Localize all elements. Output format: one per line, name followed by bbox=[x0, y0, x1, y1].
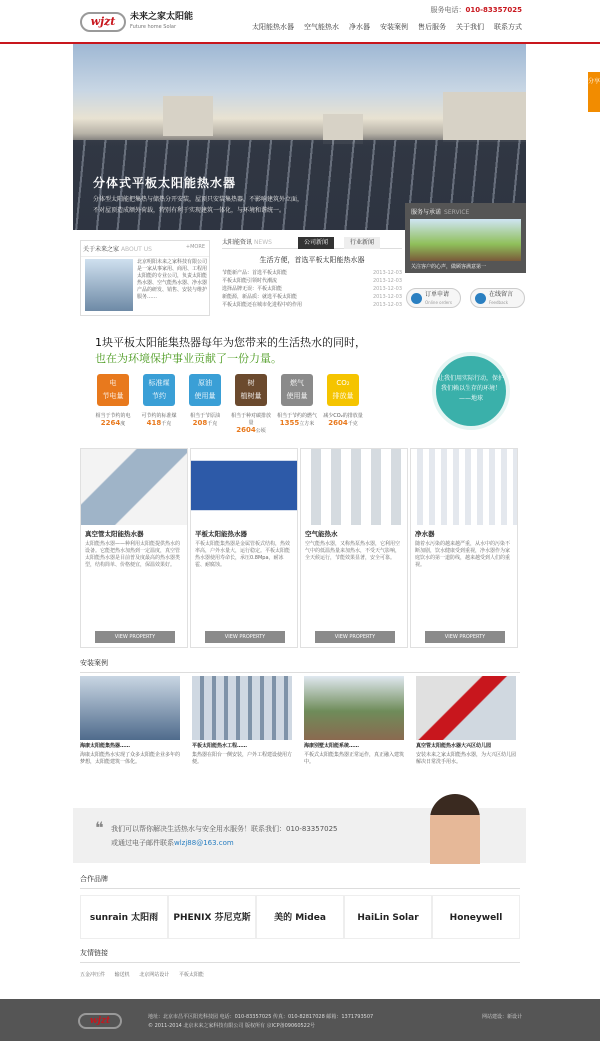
footer-credit[interactable]: 网站建设：新设计 bbox=[481, 1014, 522, 1020]
banner-desc: 不对屋顶造成额外荷载，特别有利于实现建筑一体化，与环境和谐统一。 bbox=[93, 207, 286, 214]
about-box: 关于未来之家 ABOUT US +MORE 北京明阳未来之家科技有限公司是一家从事家用、商用、工程用太阳能的专业公司，负责太阳能热水器、空气能热水器、净水器产品的研发、销售、安装与维护服务…… bbox=[80, 240, 210, 316]
partner-logo[interactable]: 美的 Midea bbox=[256, 895, 344, 939]
nav-item[interactable]: 售后服务 bbox=[418, 23, 446, 31]
product-card[interactable]: 平板太阳能热水器 平板太阳能集热器是金属管板式结构，热效率高，户外水量大，运行稳定。平板太阳能热水器使用寿命长，承压0.8Mpa，耐冰雹、耐腐蚀。 VIEW PROPERTY bbox=[190, 448, 298, 648]
building-image bbox=[85, 259, 133, 311]
cart-icon bbox=[411, 293, 422, 304]
news-item[interactable]: 节能新产品：首选平板太阳能 2013-12-03 bbox=[222, 270, 402, 276]
logo[interactable] bbox=[80, 12, 193, 32]
nav-item[interactable]: 联系方式 bbox=[494, 23, 522, 31]
cases-title: 安装案例 bbox=[80, 658, 520, 673]
friend-link[interactable]: 北京网站设计 bbox=[139, 972, 170, 978]
stat-icon: 燃气 使用量 bbox=[281, 374, 313, 406]
stat-block: 原油 使用量 相当于节原油 208千克 bbox=[184, 374, 226, 434]
logo-name-en: Future home Solar bbox=[130, 24, 177, 30]
partner-brands: 合作品牌 sunrain 太阳雨 PHENIX 芬尼克斯 美的 Midea HaiLin Solar Honeywell bbox=[80, 874, 520, 939]
view-property-button[interactable]: VIEW PROPERTY bbox=[425, 631, 505, 643]
flat-panel-heater-image bbox=[191, 449, 297, 525]
news-box: 太阳能资讯 NEWS 公司新闻 行业新闻 生活方便，首选平板太阳能热水器 节能新产品：首选平板太阳能 2013-12-03 平板太阳能引领时代潮流 2013-12-03 选择品牌无误：平板太阳能 2013-12-03 新能源，新品质：就选平板太阳能 2013-12-03 平板太阳能还在城市化进程中的作用 2013-12-03 bbox=[222, 239, 402, 308]
stat-block: 树 植树量 相当于种对碳排放量 2604公顷 bbox=[230, 374, 272, 434]
tab-industry-news[interactable]: 行业新闻 bbox=[344, 237, 380, 249]
eco-circle: 让我们用实际行动，保护我们赖以生存的环境！——地球 bbox=[432, 352, 510, 430]
nav-item[interactable]: 关于我们 bbox=[456, 23, 484, 31]
logo-badge: wjzt bbox=[80, 12, 126, 32]
friend-links: 友情链接 五金冲压件 输送机 北京网站设计 平板太阳能 bbox=[80, 948, 520, 978]
install-cases bbox=[80, 658, 520, 765]
view-property-button[interactable]: VIEW PROPERTY bbox=[205, 631, 285, 643]
nav-item[interactable]: 空气能热水 bbox=[304, 23, 339, 31]
service-caption: 关注客户的心声，做顾客满意第一 bbox=[411, 264, 487, 270]
stat-icon: 树 植树量 bbox=[235, 374, 267, 406]
eco-promo bbox=[80, 322, 520, 444]
view-property-button[interactable]: VIEW PROPERTY bbox=[315, 631, 395, 643]
contact-email-link[interactable]: wlzj88@163.com bbox=[174, 839, 234, 847]
stat-block: 标准煤 节约 可节约的标准煤 418千克 bbox=[138, 374, 180, 434]
stat-block: CO₂ 排放量 减少CO₂的排放量 2604千克 bbox=[322, 374, 364, 434]
case-item[interactable]: 真空管太阳能热水器大兴区幼儿园 安装未来之家太阳能热水器，为大兴区幼儿园解决日常洗手用水。 bbox=[416, 676, 516, 766]
quote-icon: ❝ bbox=[95, 818, 104, 837]
chat-icon bbox=[475, 293, 486, 304]
banner-title: 分体式平板太阳能热水器 bbox=[93, 176, 237, 190]
nav-item[interactable]: 安装案例 bbox=[380, 23, 408, 31]
view-property-button[interactable]: VIEW PROPERTY bbox=[95, 631, 175, 643]
product-card[interactable]: 空气能热水 空气能热水器，又称热泵热水器，它利用空气中的低温热量来加热水，不受天气影响，全天候运行，节能效果显著，安全可靠。 VIEW PROPERTY bbox=[300, 448, 408, 648]
partner-logo[interactable]: PHENIX 芬尼克斯 bbox=[168, 895, 256, 939]
product-card[interactable]: 真空管太阳能热水器 太阳能热水器——种利用太阳能提供热水的设备。它能把热水加热到一定温度，真空管太阳能热水器是目前普及度最高的热水器类型，结构简单、价格便宜，保温效果好。 VIEW PROPERTY bbox=[80, 448, 188, 648]
share-button[interactable]: 分享 bbox=[588, 72, 600, 112]
nav-item[interactable]: 净水器 bbox=[349, 23, 370, 31]
logo-name: 未来之家太阳能 bbox=[130, 12, 194, 22]
footer-logo: wjzt bbox=[78, 1013, 122, 1029]
product-card[interactable]: 净水器 随着水污染的越来越严重，从水中的污染不断加剧，饮水健康受到重视，净水器作为家庭饮水的第一道防线，越来越受到人们的重视。 VIEW PROPERTY bbox=[410, 448, 518, 648]
partner-logo[interactable]: Honeywell bbox=[432, 895, 520, 939]
footer: wjzt 地址：北京市昌平区阳光科技园 电话：010-83357025 传真：010-82817028 邮箱：1371793507 © 2011-2014 北京未来之家科技有限公司 版权所有 京ICP备09060522号 网站建设：新设计 bbox=[0, 999, 600, 1041]
hotline: 服务电话：010-83357025 bbox=[430, 6, 522, 14]
news-item[interactable]: 平板太阳能还在城市化进程中的作用 2013-12-03 bbox=[222, 302, 402, 308]
news-item[interactable]: 选择品牌无误：平板太阳能 2013-12-03 bbox=[222, 286, 402, 292]
partner-logo[interactable]: sunrain 太阳雨 bbox=[80, 895, 168, 939]
stat-icon: CO₂ 排放量 bbox=[327, 374, 359, 406]
air-heat-pump-image bbox=[301, 449, 407, 525]
case-item[interactable]: 海康太阳能集热器…… 海康太阳能热水实现了众多太阳能企业多年的梦想，太阳能建筑一体化。 bbox=[80, 676, 180, 766]
about-text: 北京明阳未来之家科技有限公司是一家从事家用、商用、工程用太阳能的专业公司，负责太阳能热水器、空气能热水器、净水器产品的研发、销售、安装与维护服务…… bbox=[137, 259, 208, 300]
contact-line: 我们可以帮你解决生活热水与安全用水服务！联系我们：010-83357025 bbox=[111, 825, 338, 833]
header bbox=[0, 0, 600, 44]
news-item[interactable]: 新能源，新品质：就选平板太阳能 2013-12-03 bbox=[222, 294, 402, 300]
partner-logo[interactable]: HaiLin Solar bbox=[344, 895, 432, 939]
friend-link[interactable]: 平板太阳能 bbox=[178, 972, 204, 978]
tab-company-news[interactable]: 公司新闻 bbox=[298, 237, 334, 249]
vacuum-tube-heater-image bbox=[81, 449, 187, 525]
feedback-button[interactable]: 在线留言 Feedback bbox=[470, 288, 525, 308]
friend-link[interactable]: 五金冲压件 bbox=[80, 972, 106, 978]
banner-desc: 分体型太阳能把集热与储热分开安装，屋顶只安装集热器，不影响建筑外立面， bbox=[93, 196, 304, 203]
support-agent-image bbox=[430, 794, 480, 864]
news-item[interactable]: 平板太阳能引领时代潮流 2013-12-03 bbox=[222, 278, 402, 284]
promo-line1: 1块平板太阳能集热器每年为您带来的生活热水的同时， bbox=[95, 336, 366, 349]
stat-icon: 电 节电量 bbox=[97, 374, 129, 406]
nav-item[interactable]: 太阳能热水器 bbox=[252, 23, 294, 31]
promo-line2: 也在为环境保护事业贡献了一份力量。 bbox=[95, 352, 282, 365]
case-item[interactable]: 平板太阳能热水工程…… 集热器在阳台一侧安装，户外工程建设使用方便。 bbox=[192, 676, 292, 766]
water-purifier-image bbox=[411, 449, 517, 525]
contact-banner: ❝ 我们可以帮你解决生活热水与安全用水服务！联系我们：010-83357025 或通过电子邮件联系wlzj88@163.com bbox=[73, 808, 526, 863]
main-nav bbox=[242, 22, 522, 32]
stat-block: 燃气 使用量 相当于节约的燃气 1355立方米 bbox=[276, 374, 318, 434]
product-list bbox=[80, 448, 520, 648]
case-item[interactable]: 海康别墅太阳能系统…… 平板式太阳能集热器正常运作，真正融入建筑中。 bbox=[304, 676, 404, 766]
news-headline[interactable]: 生活方便，首选平板太阳能热水器 bbox=[259, 256, 365, 264]
about-more-link[interactable]: +MORE bbox=[185, 244, 205, 250]
order-button[interactable]: 订单申请 Online orders bbox=[406, 288, 461, 308]
service-image bbox=[410, 219, 521, 261]
service-panel[interactable]: 服务与承诺 SERVICE 关注客户的心声，做顾客满意第一 bbox=[405, 203, 526, 273]
stat-block: 电 节电量 相当于节约的电 2264度 bbox=[92, 374, 134, 434]
stat-icon: 标准煤 节约 bbox=[143, 374, 175, 406]
friend-link[interactable]: 输送机 bbox=[114, 972, 130, 978]
stat-icon: 原油 使用量 bbox=[189, 374, 221, 406]
